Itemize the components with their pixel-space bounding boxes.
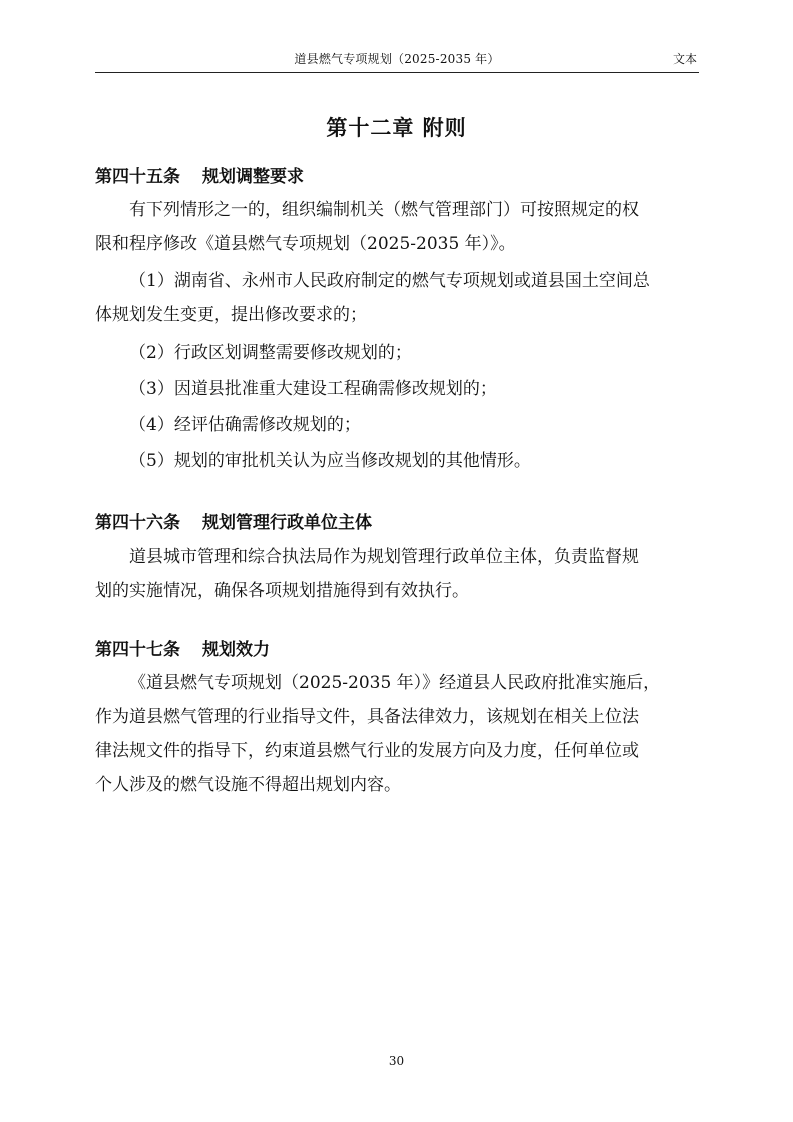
- article-number: 第四十五条: [95, 167, 180, 187]
- article-title: 规划管理行政单位主体: [202, 513, 372, 533]
- text-line: （3）因道县批准重大建设工程确需修改规划的；: [129, 379, 497, 399]
- header-section-label: 文本: [672, 52, 697, 66]
- article-45-item-2: [95, 336, 699, 370]
- article-45-item-1: [95, 264, 699, 332]
- article-title: 规划调整要求: [202, 167, 304, 187]
- page-header: [95, 44, 699, 73]
- article-45-item-4: [95, 408, 699, 442]
- article-45-paragraph-1: [95, 193, 699, 261]
- article-45-item-5: [95, 444, 699, 478]
- article-46-paragraph-1: [95, 540, 699, 608]
- page-number: 30: [388, 1054, 405, 1068]
- article-title: 规划效力: [202, 640, 270, 660]
- text-line: （1）湖南省、永州市人民政府制定的燃气专项规划或道县国土空间总: [129, 271, 650, 291]
- text-line: 作为道县燃气管理的行业指导文件，具备法律效力，该规划在相关上位法: [95, 707, 639, 727]
- text-line: 划的实施情况，确保各项规划措施得到有效执行。: [95, 581, 469, 601]
- text-line: 限和程序修改《道县燃气专项规划（2025-2035 年）》。: [95, 234, 516, 254]
- article-number: 第四十七条: [95, 640, 180, 660]
- article-47-heading: [95, 635, 270, 660]
- article-number: 第四十六条: [95, 513, 180, 533]
- text-line: 《道县燃气专项规划（2025-2035 年）》经道县人民政府批准实施后，: [129, 673, 661, 693]
- text-line: 律法规文件的指导下，约束道县燃气行业的发展方向及力度，任何单位或: [95, 741, 639, 761]
- article-47-paragraph-1: [95, 666, 699, 802]
- text-line: 个人涉及的燃气设施不得超出规划内容。: [95, 775, 401, 795]
- text-line: （5）规划的审批机关认为应当修改规划的其他情形。: [129, 451, 531, 471]
- text-line: 有下列情形之一的，组织编制机关（燃气管理部门）可按照规定的权: [129, 200, 639, 220]
- text-line: （2）行政区划调整需要修改规划的；: [129, 343, 412, 363]
- text-line: （4）经评估确需修改规划的；: [129, 415, 361, 435]
- article-46-heading: [95, 508, 372, 533]
- article-45-item-3: [95, 372, 699, 406]
- article-45-heading: [95, 162, 304, 187]
- chapter-title: 第十二章 附则: [326, 115, 467, 140]
- header-title: 道县燃气专项规划（2025-2035 年）: [294, 52, 500, 66]
- text-line: 道县城市管理和综合执法局作为规划管理行政单位主体，负责监督规: [129, 547, 639, 567]
- text-line: 体规划发生变更，提出修改要求的；: [95, 305, 367, 325]
